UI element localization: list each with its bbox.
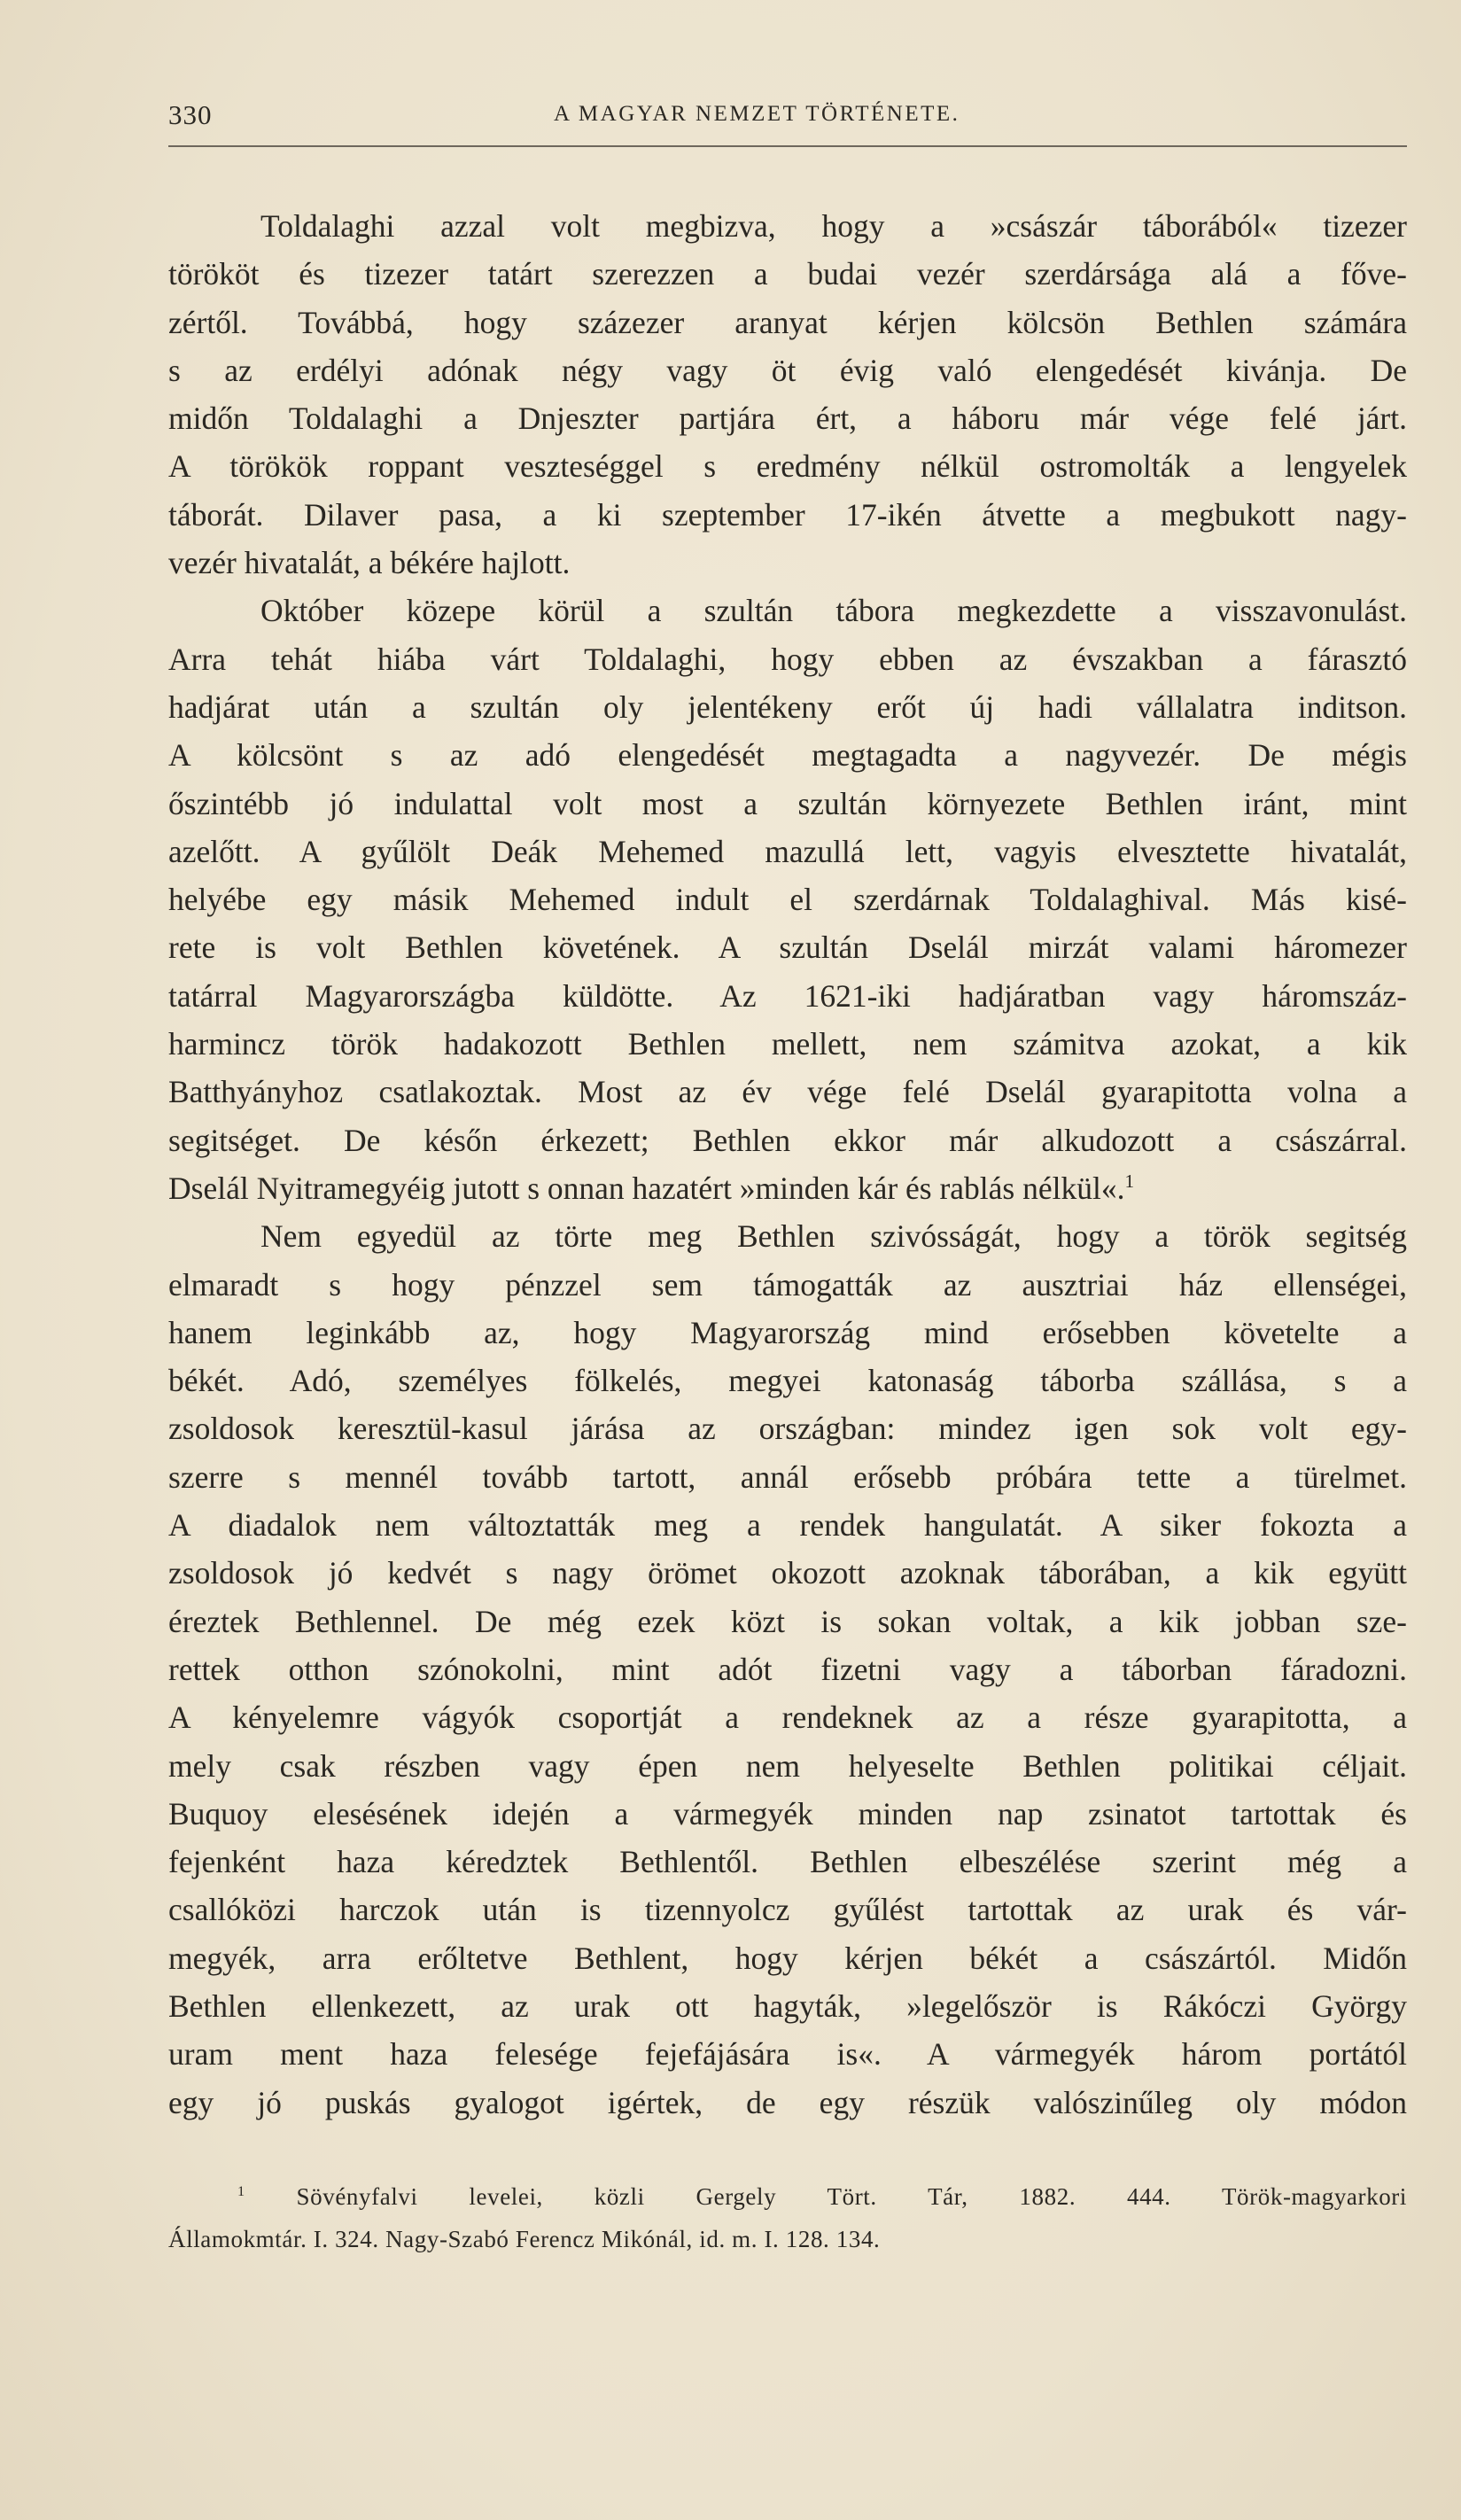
text-line: éreztek Bethlennel. De még ezek közt is sokan voltak, a kik jobban sze-: [168, 1603, 1407, 1639]
text-line: s az erdélyi adónak négy vagy öt évig való elengedését kivánja. De: [168, 352, 1407, 388]
text-line: helyébe egy másik Mehemed indult el szerdárnak Toldalaghival. Más kisé-: [168, 882, 1407, 918]
text-line: hanem leginkább az, hogy Magyarország mind erősebben követelte a: [168, 1314, 1407, 1350]
text-line: fejenként haza kéredztek Bethlentől. Bethlen elbeszélése szerint még a: [168, 1844, 1407, 1880]
text-line: Buquoy elesésének idején a vármegyék minden nap zsinatot tartottak és: [168, 1795, 1407, 1832]
text-line: szerre s mennél tovább tartott, annál erősebb próbára tette a türelmet.: [168, 1458, 1407, 1495]
text-line: elmaradt s hogy pénzzel sem támogatták az ausztriai ház ellenségei,: [168, 1266, 1407, 1303]
text-line: mely csak részben vagy épen nem helyeselte Bethlen politikai céljait.: [168, 1747, 1407, 1784]
text-line: Arra tehát hiába várt Toldalaghi, hogy ebben az évszakban a fárasztó: [168, 641, 1407, 677]
text-line: Toldalaghi azzal volt megbizva, hogy a »császár táborából« tizezer: [260, 208, 1407, 244]
text-line: törököt és tizezer tatárt szerezzen a budai vezér szerdársága alá a főve-: [168, 256, 1407, 292]
text-line: Október közepe körül a szultán tábora megkezdette a visszavonulást.: [260, 593, 1407, 629]
text-line: uram ment haza felesége fejefájására is«. A vármegyék három portától: [168, 2036, 1407, 2073]
text-line: Bethlen ellenkezett, az urak ott hagyták, »legelőször is Rákóczi György: [168, 1987, 1407, 2024]
text-line: azelőtt. A gyűlölt Deák Mehemed mazullá lett, vagyis elvesztette hivatalát,: [168, 833, 1407, 869]
text-line: őszintébb jó indulattal volt most a szultán környezete Bethlen iránt, mint: [168, 785, 1407, 821]
text-line: Dselál Nyitramegyéig jutott s onnan hazatért »minden kár és rablás nélkül«.: [168, 1170, 1125, 1206]
footnote-text: Sövényfalvi levelei, közli Gergely Tört. Tár, 1882. 444. Török-magyarkori: [296, 2183, 1407, 2210]
text-line: Batthyányhoz csatlakoztak. Most az év vége felé Dselál gyarapitotta volna a: [168, 1074, 1407, 1110]
text-line: zsoldosok keresztül-kasul járása az országban: mindez igen sok volt egy-: [168, 1411, 1407, 1447]
text-line: A kölcsönt s az adó elengedését megtagadta a nagyvezér. De mégis: [168, 737, 1407, 774]
page-number: 330: [168, 99, 213, 130]
text-line: rettek otthon szónokolni, mint adót fizetni vagy a táborban fáradozni.: [168, 1651, 1407, 1687]
text-line: megyék, arra erőltetve Bethlent, hogy kérjen békét a császártól. Midőn: [168, 1940, 1407, 1976]
header-rule: [168, 145, 1407, 147]
text-line: egy jó puskás gyalogot igértek, de egy részük valószinűleg oly módon: [168, 2084, 1407, 2120]
body-text: [168, 202, 1407, 2127]
text-line: rete is volt Bethlen követének. A szultán Dselál mirzát valami háromezer: [168, 929, 1407, 966]
footnote-line: [168, 2175, 1407, 2218]
footnotes: [168, 2175, 1407, 2260]
text-line: zértől. Továbbá, hogy százezer aranyat kérjen kölcsön Bethlen számára: [168, 304, 1407, 340]
text-line: A törökök roppant veszteséggel s eredmény nélkül ostromolták a lengyelek: [168, 448, 1407, 485]
running-head: [168, 99, 1407, 144]
footnote-line: Államokmtár. I. 324. Nagy-Szabó Ferencz Mikónál, id. m. I. 128. 134.: [168, 2226, 881, 2252]
footnote-reference: 1: [1124, 1171, 1135, 1193]
text-line-with-footnote: [168, 1164, 1407, 1212]
footnote-marker: 1: [237, 2183, 245, 2199]
text-line: csallóközi harczok után is tizennyolcz gyűlést tartottak az urak és vár-: [168, 1892, 1407, 1928]
text-line: hadjárat után a szultán oly jelentékeny erőt új hadi vállalatra inditson.: [168, 688, 1407, 725]
text-line: vezér hivatalát, a békére hajlott.: [168, 545, 571, 581]
running-title: A MAGYAR NEMZET TÖRTÉNETE.: [554, 102, 960, 126]
text-line: segitséget. De későn érkezett; Bethlen ekkor már alkudozott a császárral.: [168, 1122, 1407, 1158]
text-line: Nem egyedül az törte meg Bethlen szivósságát, hogy a török segitség: [260, 1218, 1407, 1255]
text-line: harmincz török hadakozott Bethlen mellett, nem számitva azokat, a kik: [168, 1026, 1407, 1062]
text-line: tatárral Magyarországba küldötte. Az 1621-iki hadjáratban vagy háromszáz-: [168, 977, 1407, 1014]
text-line: zsoldosok jó kedvét s nagy örömet okozott azoknak táborában, a kik együtt: [168, 1555, 1407, 1591]
text-line: békét. Adó, személyes fölkelés, megyei katonaság táborba szállása, s a: [168, 1363, 1407, 1399]
text-line: táborát. Dilaver pasa, a ki szeptember 17-ikén átvette a megbukott nagy-: [168, 496, 1407, 533]
text-line: midőn Toldalaghi a Dnjeszter partjára ért, a háboru már vége felé járt.: [168, 401, 1407, 437]
text-line: A kényelemre vágyók csoportját a rendeknek az a része gyarapitotta, a: [168, 1699, 1407, 1736]
text-line: A diadalok nem változtatták meg a rendek hangulatát. A siker fokozta a: [168, 1507, 1407, 1544]
